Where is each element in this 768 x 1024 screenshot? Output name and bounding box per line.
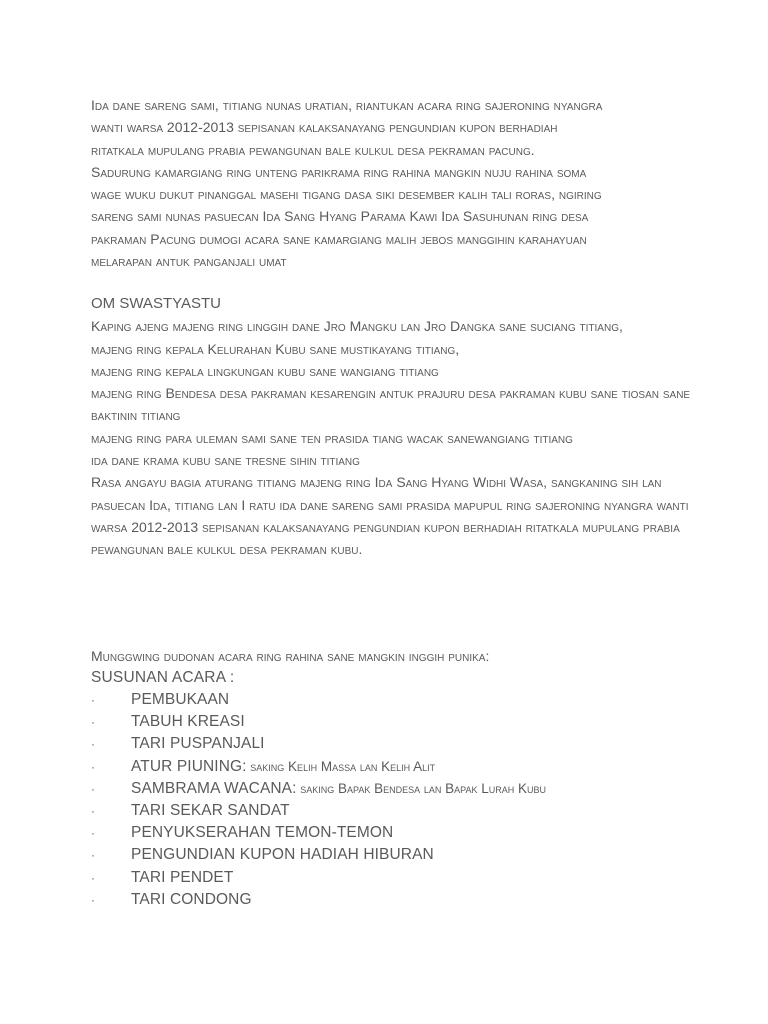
text-line: Rasa angayu bagia aturang titiang majeng ring Ida Sang Hyang Widhi Wasa, sangkaning sih lan pasuecan Ida, titiang lan I ratu ida dane sareng sami prasida mapupul ring sajeroning nyangra wanti warsa 2012-2013 sepisanan kalaksanayang pengundian kupon berhadiah ritatkala mupulang prabia pewangunan bale kulkul desa pekraman kubu.: [91, 474, 689, 558]
bullet-icon: ·: [91, 826, 95, 841]
list-item: [91, 778, 546, 800]
text-line: majeng ring kepala Kelurahan Kubu sane mustikayang titiang,: [91, 340, 460, 357]
agenda-intro: Munggwing dudonan acara ring rahina sane mangkin inggih punika:: [91, 648, 490, 664]
list-item: [91, 733, 546, 755]
text-line: melarapan antuk panganjali umat: [91, 253, 287, 270]
agenda-item-label: TARI PUSPANJALI: [131, 735, 265, 753]
bullet-icon: ·: [91, 892, 95, 907]
agenda-item-label: PENGUNDIAN KUPON HADIAH HIBURAN: [131, 846, 434, 864]
agenda-item-note: saking Bapak Bendesa lan Bapak Lurah Kubu: [296, 780, 547, 796]
agenda-title: SUSUNAN ACARA :: [91, 669, 235, 686]
list-item: [91, 867, 546, 889]
opening-paragraph: [91, 94, 691, 272]
text-line: wanti warsa 2012-2013 sepisanan kalaksanayang pengundian kupon berhadiah: [91, 119, 558, 136]
greeting-heading: OM SWASTYASTU: [91, 295, 222, 312]
text-line: pakraman Pacung dumogi acara sane kamargiang malih jebos manggihin karahayuan: [91, 230, 587, 247]
text-line: ritatkala mupulang prabia pewangunan bale kulkul desa pekraman pacung.: [91, 141, 535, 158]
list-item: [91, 689, 546, 711]
text-line: Sadurung kamargiang ring unteng parikrama ring rahina mangkin nuju rahina soma: [91, 163, 587, 180]
list-item: [91, 889, 546, 911]
text-line: wage wuku dukut pinanggal masehi tigang dasa siki desember kalih tali roras, ngiring: [91, 186, 602, 203]
agenda-item-label: PEMBUKAAN: [131, 691, 230, 708]
agenda-item-label: SAMBRAMA WACANA:: [131, 779, 297, 797]
text-line: majeng ring para uleman sami sane ten prasida tiang wacak sanewangiang titiang: [91, 429, 573, 446]
list-item: [91, 844, 546, 866]
bullet-icon: ·: [91, 803, 95, 818]
text-line: majeng ring Bendesa desa pakraman kesarengin antuk prajuru desa pakraman kubu sane tiosan sane baktinin titiang: [91, 385, 691, 424]
text-line: Kaping ajeng majeng ring linggih dane Jro Mangku lan Jro Dangka sane suciang titiang,: [91, 318, 623, 335]
list-item: [91, 711, 546, 733]
bullet-icon: ·: [91, 737, 95, 752]
text-line: Ida dane sareng sami, titiang nunas uratian, riantukan acara ring sajeroning nyangra: [91, 97, 603, 113]
agenda-item-note: saking Kelih Massa lan Kelih Alit: [246, 758, 436, 774]
text-line: ida dane krama kubu sane tresne sihin titiang: [91, 452, 360, 469]
bullet-icon: ·: [91, 715, 95, 730]
list-item: [91, 800, 546, 822]
agenda-item-label: PENYUKSERAHAN TEMON-TEMON: [131, 824, 394, 842]
bullet-icon: ·: [91, 781, 95, 796]
text-line: majeng ring kepala lingkungan kubu sane wangiang titiang: [91, 362, 439, 379]
agenda-list: [91, 689, 546, 911]
agenda-item-label: ATUR PIUNING:: [131, 757, 247, 775]
list-item: [91, 756, 546, 778]
text-line: sareng sami nunas pasuecan Ida Sang Hyang Parama Kawi Ida Sasuhunan ring desa: [91, 208, 589, 225]
bullet-icon: ·: [91, 693, 95, 707]
list-item: [91, 822, 546, 844]
bullet-icon: ·: [91, 759, 95, 774]
agenda-item-label: TARI PENDET: [131, 868, 234, 886]
greeting-paragraph: [91, 293, 691, 561]
agenda-item-label: TABUH KREASI: [131, 713, 245, 731]
bullet-icon: ·: [91, 848, 95, 863]
bullet-icon: ·: [91, 870, 95, 885]
agenda-item-label: TARI SEKAR SANDAT: [131, 801, 290, 819]
agenda-item-label: TARI CONDONG: [131, 890, 252, 908]
